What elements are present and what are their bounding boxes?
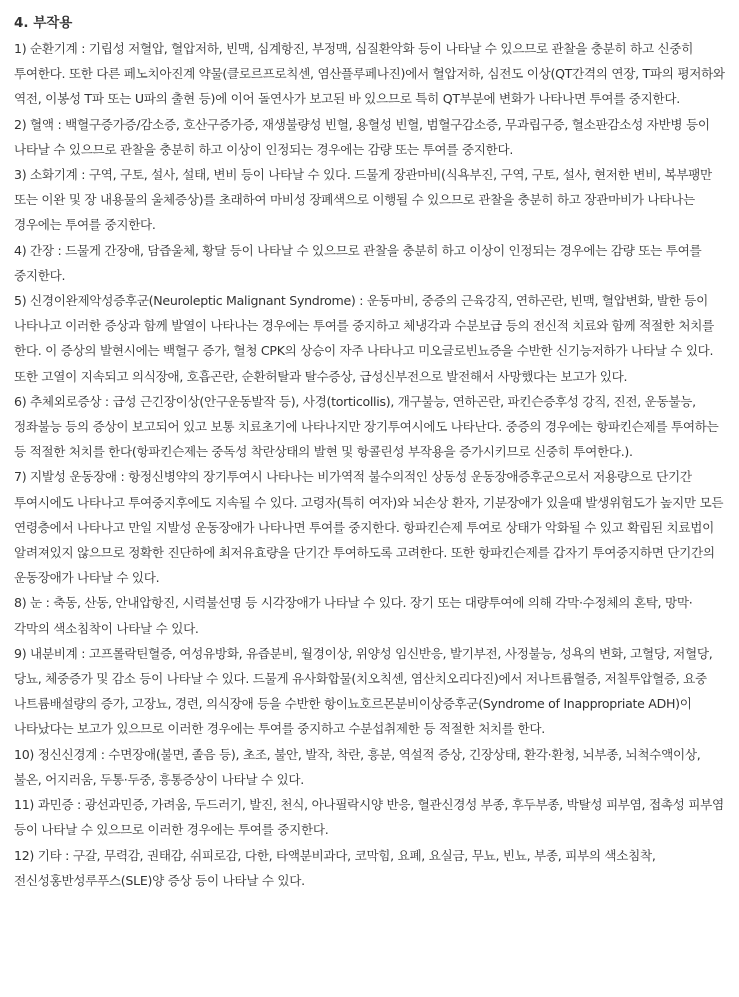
item-nms: 5) 신경이완제악성증후군(Neuroleptic Malignant Syndrome) : 운동마비, 중증의 근육강직, 연하곤란, 빈맥, 혈압변화, 발한 등이 나타나고 이러한 증상과 함께 발열이 나타나는 경우에는 투여를 중지하고 체냉각과 수분보급 등의 전신적 치료와 함께 적절한 처치를 한다. 이 증상의 발현시에는 백혈구 증가, 혈청 CPK의 상승이 자주 나타나고 미오글로빈뇨증을 수반한 신기능저하가 나타날 수 있다. 또한 고열이 지속되고 의식장애, 호흡곤란, 순환허탈과 탈수증상, 급성신부전으로 발전해서 사망했다는 보고가 있다. xyxy=(14,293,714,384)
item-other: 12) 기타 : 구갈, 무력감, 권태감, 쉬피로감, 다한, 타액분비과다, 코막힘, 요폐, 요실금, 무뇨, 빈뇨, 부종, 피부의 색소침착, 전신성홍반성루푸스(SLE)양 증상 등이 나타날 수 있다. xyxy=(14,847,656,888)
item-blood: 2) 혈액 : 백혈구증가증/감소증, 호산구증가증, 재생불량성 빈혈, 용혈성 빈혈, 범혈구감소증, 무과립구증, 혈소판감소성 자반병 등이 나타날 수 있으므로 관찰을 충분히 하고 이상이 인정되는 경우에는 감량 또는 투여를 중지한다. xyxy=(14,116,710,157)
item-hypersensitivity: 11) 과민증 : 광선과민증, 가려움, 두드러기, 발진, 천식, 아나필락시양 반응, 혈관신경성 부종, 후두부종, 박탈성 피부염, 접촉성 피부염 등이 나타날 수 있으므로 이러한 경우에는 투여를 중지한다. xyxy=(14,797,724,838)
section-heading: 4. 부작용 xyxy=(14,15,73,31)
item-extrapyramidal: 6) 추체외로증상 : 급성 근긴장이상(안구운동발작 등), 사경(torticollis), 개구불능, 연하곤란, 파킨슨증후성 강직, 진전, 운동불능, 정좌불능 등의 증상이 보고되어 있고 보통 치료초기에 나타나지만 장기투여시에도 나타난다. 중증의 경우에는 항파킨슨제를 투여하는 등 적절한 처치를 한다(항파킨슨제는 중독성 착란상태의 발현 및 항콜린성 부작용을 증가시키므로 신중히 투여한다.). xyxy=(14,393,719,460)
item-circulatory: 1) 순환기계 : 기립성 저혈압, 혈압저하, 빈맥, 심계항진, 부정맥, 심질환악화 등이 나타날 수 있으므로 관찰을 충분히 하고 신중히 투여한다. 또한 다른 페노치아진계 약물(클로르프로칙센, 염산플루페나진)에서 혈압저하, 심전도 이상(QT간격의 연장, T파의 평저하와 역전, 이봉성 T파 또는 U파의 출현 등)에 이어 돌연사가 보고된 바 있으므로 특히 QT부분에 변화가 나타나면 투여를 중지한다. xyxy=(14,41,725,107)
item-digestive: 3) 소화기계 : 구역, 구토, 설사, 설태, 변비 등이 나타날 수 있다. 드물게 장관마비(식욕부진, 구역, 구토, 설사, 현저한 변비, 복부팽만 또는 이완 및 장 내용물의 울체증상)를 초래하여 마비성 장폐색으로 이행될 수 있으므로 관찰을 충분히 하고 장관마비가 나타나는 경우에는 투여를 중지한다. xyxy=(14,167,712,233)
item-endocrine: 9) 내분비계 : 고프롤락틴혈증, 여성유방화, 유즙분비, 월경이상, 위양성 임신반응, 발기부전, 사정불능, 성욕의 변화, 고혈당, 저혈당, 당뇨, 체중증가 및 감소 등이 나타날 수 있다. 드물게 유사화합물(치오칙센, 염산치오리다진)에서 저나트륨혈증, 저칠투압혈증, 요중 나트륨배설량의 증가, 고장뇨, 경련, 의식장애 등을 수반한 항이뇨호르몬분비이상증후군(Syndrome of Inappropriate ADH)이 나타났다는 보고가 있으므로 이러한 경우에는 투여를 중지하고 수분섭취제한 등 적절한 처치를 한다. xyxy=(14,645,713,737)
item-eye: 8) 눈 : 축동, 산동, 안내압항진, 시력불선명 등 시각장애가 나타날 수 있다. 장기 또는 대량투여에 의해 각막·수정체의 혼탁, 망막·각막의 색소침착이 나타날 수 있다. xyxy=(14,595,693,636)
item-tardive-dyskinesia: 7) 지발성 운동장애 : 항정신병약의 장기투여시 나타나는 비가역적 불수의적인 상동성 운동장애증후군으로서 저용량으로 단기간 투여시에도 나타나고 투여중지후에도 지속될 수 있다. 고령자(특히 여자)와 뇌손상 환자, 기분장애가 있을때 발생위험도가 높지만 모든 연령층에서 나타나고 만일 지발성 운동장애가 나타나면 투여를 중지한다. 항파킨슨제 투여로 상태가 악화될 수 있고 확립된 치료법이 알려져있지 않으므로 정확한 진단하에 최저유효량을 단기간 투여하도록 고려한다. 또한 항파킨슨제를 갑자기 투여중지하면 단기간의 운동장애가 나타날 수 있다. xyxy=(14,469,724,586)
item-neuropsychiatric: 10) 정신신경계 : 수면장애(불면, 졸음 등), 초조, 불안, 발작, 착란, 흥분, 역설적 증상, 긴장상태, 환각·환청, 뇌부종, 뇌척수액이상, 불온, 어지러움, 두통·두중, 흥통증상이 나타날 수 있다. xyxy=(14,746,701,787)
item-liver: 4) 간장 : 드물게 간장애, 담즙울체, 황달 등이 나타날 수 있으므로 관찰을 충분히 하고 이상이 인정되는 경우에는 감량 또는 투여를 중지한다. xyxy=(14,242,702,283)
